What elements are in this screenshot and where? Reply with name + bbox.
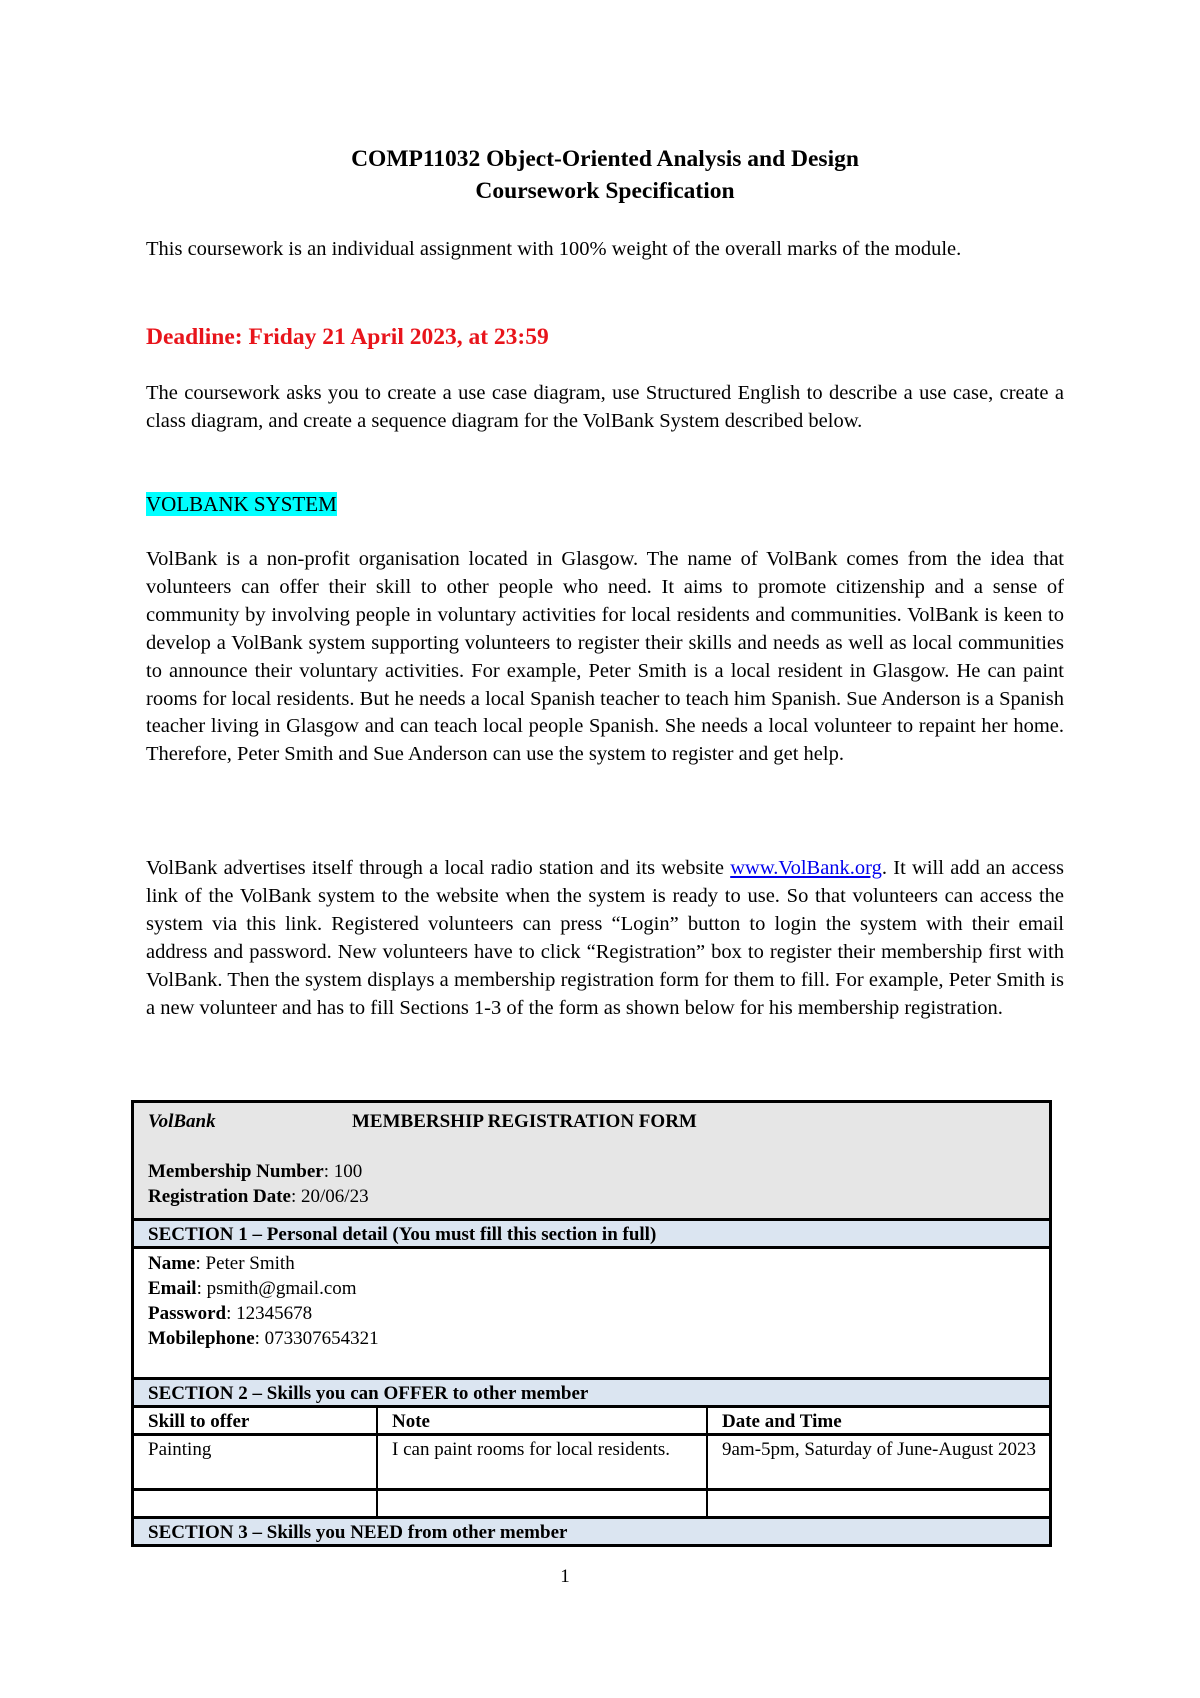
empty-table-cell <box>378 1491 708 1519</box>
table-header-cell: Note <box>378 1408 708 1436</box>
section-heading-text: VOLBANK SYSTEM <box>146 492 337 516</box>
email-label: Email <box>148 1278 197 1299</box>
section3-title: SECTION 3 – Skills you NEED from other member <box>134 1519 1049 1547</box>
document-subtitle: Coursework Specification <box>475 178 735 204</box>
section2-title: SECTION 2 – Skills you can OFFER to other member <box>134 1380 1049 1408</box>
page-number: 1 <box>560 1566 570 1587</box>
mobile-field <box>148 1326 1039 1351</box>
table-cell: I can paint rooms for local residents. <box>378 1436 708 1491</box>
section-heading <box>146 490 337 518</box>
password-label: Password <box>148 1303 227 1324</box>
skills-offer-table <box>134 1408 1049 1519</box>
table-cell: 9am-5pm, Saturday of June-August 2023 <box>708 1436 1049 1491</box>
name-label: Name <box>148 1253 196 1274</box>
volbank-website-link[interactable]: www.VolBank.org <box>730 857 882 879</box>
registration-date <box>148 1184 1039 1209</box>
name-field <box>148 1251 1039 1276</box>
mobile-value: : 073307654321 <box>254 1328 379 1349</box>
password-value: : 12345678 <box>226 1303 313 1324</box>
form-title: MEMBERSHIP REGISTRATION FORM <box>352 1111 697 1132</box>
section1-title: SECTION 1 – Personal detail (You must fill this section in full) <box>134 1221 1049 1249</box>
name-value: : Peter Smith <box>195 1253 295 1274</box>
membership-number-value: : 100 <box>323 1161 363 1182</box>
deadline-text: Deadline: Friday 21 April 2023, at 23:59 <box>146 324 549 350</box>
empty-table-cell <box>708 1491 1049 1519</box>
description-paragraph: VolBank is a non-profit organisation located in Glasgow. The name of VolBank comes from the idea that volunteers can offer their skill to other people who need. It aims to promote citizenship and a sense of community by involving people in voluntary activities for local residents and communities. VolBank is keen to develop a VolBank system supporting volunteers to register their skills and needs as well as local communities to announce their voluntary activities. For example, Peter Smith is a local resident in Glasgow. He can paint rooms for local residents. But he needs a local Spanish teacher to teach him Spanish. Sue Anderson is a Spanish teacher living in Glasgow and can teach local people Spanish. She needs a local volunteer to repaint her home. Therefore, Peter Smith and Sue Anderson can use the system to register and get help. <box>146 548 1064 766</box>
membership-number-label: Membership Number <box>148 1161 324 1182</box>
mobile-label: Mobilephone <box>148 1328 255 1349</box>
registration-date-value: : 20/06/23 <box>291 1186 369 1207</box>
registration-date-label: Registration Date <box>148 1186 291 1207</box>
advert-text-start: VolBank advertises itself through a local radio station and its website <box>146 857 731 879</box>
membership-registration-form <box>131 1100 1052 1547</box>
intro-paragraph: This coursework is an individual assignment with 100% weight of the overall marks of the module. <box>146 238 962 260</box>
document-title: COMP11032 Object-Oriented Analysis and Design <box>351 146 859 172</box>
email-field <box>148 1276 1039 1301</box>
form-header <box>134 1103 1049 1221</box>
table-cell: Painting <box>134 1436 378 1491</box>
section1-body <box>134 1249 1049 1380</box>
table-header-cell: Skill to offer <box>134 1408 378 1436</box>
task-paragraph: The coursework asks you to create a use case diagram, use Structured English to describe a use case, create a class diagram, and create a sequence diagram for the VolBank System described below. <box>146 382 1064 432</box>
advert-text-end: . It will add an access link of the VolBank system to the website when the system is ready to use. So that volunteers can access the system via this link. Registered volunteers can press “Login” button to login the system with their email address and password. New volunteers have to click “Registration” box to register their membership first with VolBank. Then the system displays a membership registration form for them to fill. For example, Peter Smith is a new volunteer and has to fill Sections 1-3 of the form as shown below for his membership registration. <box>146 857 1064 1019</box>
form-brand: VolBank <box>148 1111 216 1132</box>
empty-table-cell <box>134 1491 378 1519</box>
advert-paragraph <box>146 855 1064 1022</box>
email-value: : psmith@gmail.com <box>196 1278 357 1299</box>
table-header-cell: Date and Time <box>708 1408 1049 1436</box>
membership-number <box>148 1159 1039 1184</box>
password-field <box>148 1301 1039 1326</box>
